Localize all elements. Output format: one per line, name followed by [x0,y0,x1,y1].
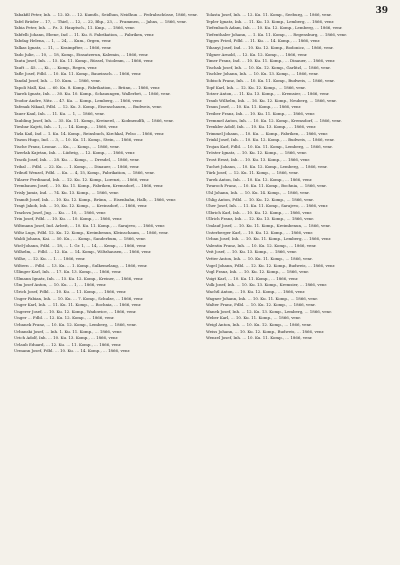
register-entry: Waldi Johann, Kai. … 50. Ku., … Komp., Sanderbum, … 1866, venr. [14,236,146,242]
register-entry: Tiarek Ignatz, Inh. … 30. Ku. 10. Komp., Schauungen, Wallerbet, … 1866, venr. [14,91,171,97]
register-entry: Vetter Anton, Inh. … 10. Ku. 11. Komp., … 1866, venr. [206,255,313,261]
register-entry: Umlauf Josef, … 10. Ku. 11. Komp., Kreimbenun, … 1866, venr. [206,223,331,228]
register-entry: Tracik Josef, Inh. … 28. Ku. … Komp., … Dresdel, … 1866, venr. [14,157,140,163]
register-entry: Tado Julie, … 10, … 18, Komp., Einsatzerun, Kalemin, … 1866, venr. [14,51,149,57]
register-entry: Tizla Kail, Ind … 1. Ku. 14. Komp., Reinsbuch, Kirchkal, Felso … 1866, venr. [14,130,165,136]
register-entry: Vogl Franz, Inh. … 10. Ku. 12. Komp., … 1866, venr. [206,269,309,275]
page-number: 39 [375,6,388,16]
register-entry: Ungerer Josef, … 10. Ku. 12. Komp., Wadowice, … 1866, venr. [14,308,137,314]
register-entry: Tilgner Arnold, … 12. Ku. 12. Komp., … 1866, venr. [206,51,308,57]
register-entry: Urmann Josef, Fdbl. … 10. Ku. … 14. Komp., … 1866, venr. [14,348,131,354]
register-entry: Topf Karl, Inh. … 12. Ku. 12. Komp., … 1866, venr. [206,84,306,90]
register-entry: Urich Adolf, Inh. … 10. Ku. 13. Komp., … 1866, venr. [14,335,119,341]
register-entry: Türk Josef, … 12. Ku. 11. Komp., … 1866, venr. [206,170,299,176]
register-entry: Tragt Jakob, Inh. … 10, Ku. 12. Komp., … Kreinsdorf, … 1866, venr. [14,203,148,209]
register-entry: Walter Franz, Fdbl. … 10. Ku. 12. Komp., … 1866, venr. [206,302,316,308]
register-entry: Tröster Ignatz, … 10. Ku. 12. Komp., … 1866, venr. [206,150,307,156]
register-entry: Tauta Josef, Inh. … 15. Ku. 11. Komp., Rüssel, Ysiolenm, … 1866, venr. [14,58,154,64]
register-entry: Tafenak Nikaal, Fdbl. … 12. Ku. 3. Komp., Eisenschauen, … Budweis, venr. [14,104,162,110]
register-entry: Unterberger Karl, … 10. Ku. 12. Komp., … 1866, venr. [206,229,314,235]
register-entry: Wiltmann Josef, Ind. Arbeit, … 10. Ku. 11. Komp., … Sarajevo, … 1866, venr. [14,223,166,228]
register-entry: Timer Franz, Ind. … 10. Ku. 11. Komp., … Dinauer, … 1866, venr. [206,58,336,64]
register-entry: Tepler Ignatz, Inh. … 11. Ku. 13. Komp., Lemberg, … 1866, venr. [206,18,335,24]
register-entry: Tizerlak Kajetan, Inh. … Lüdwig, … 12. Komp., … 1866, venr. [14,150,136,156]
register-entry: Tiefenbach Adam, Inh. … 10. Ku. 12. Komp., Lemberg, … 1866, venr. [206,25,343,31]
register-entry: Twaroch Franz, … 10. Ku. 11. Komp., Bochnia, … 1866, venr. [206,183,327,189]
register-entry: Tremmel Anton, Inh. … 10. Ku. 12. Komp., Kremsdorf, … 1866, venr. [206,117,342,123]
register-entry: Vogel Johann, Fdbl. … 12. Ku. 12. Komp., Budweis, … 1866, venr. [206,262,336,268]
register-entry: Trisly Jamiz, Ind. … 74. Ku. 13. Komp., … 1866, venr. [14,190,119,196]
register-entry: Tabfelli Johann, Ebene, Ind … 11. Ku. 8. Fabrikation, … Fabriken, venr. [14,31,155,37]
left-column [14,12,198,355]
register-entry: Valentin Franz, Inh. … 10. Ku. 12. Komp., … 1866, venr. [206,242,317,248]
register-entry: Wilhe, … 12. Ku. … 1. … 1866, venr. [14,255,86,261]
register-entry: Wachtl Anton, … 10. Ku. 12. Komp., … 1866, venr. [206,288,306,294]
register-entry: Tiszon Hugo, Ind. … 3, … 10. Ku. 11. Komp., Stein, … 1866, venr. [14,137,144,143]
register-entry: Teodor Andre, Nitz. … 47. Ku. … Komp., Lemberg, … 1866, venr. [14,97,143,103]
register-entry: Veit Josef, … 10. Ku. 13. Komp., … 1866, venr. [206,249,297,255]
register-entry: Tiefenthaler Johann, … 1. Ku. 11. Komp., … Regensburg, … 1866, venr. [206,31,347,37]
register-entry: Weber Karl, … 10. Ku. 11. Komp., … 1866, venr. [206,315,301,321]
register-entry: Ullinger Karl, Inh. … 17. Ku. 13. Komp., … 1866, venr. [14,269,122,275]
right-column [206,12,390,355]
register-entry: Trazlova Josef, Jug. … Ku. … 10, … 1866, venr. [14,209,107,215]
register-entry: Tramdt Josef, Inh. … 10. Ku. 12. Komp., Brünn, … Eisenbahn, Halb, … 1866, venr. [14,196,177,202]
register-entry: Tischler Johann, Inh. … 10. Ku. 13. Komp., … 1866, venr. [206,71,319,77]
register-entry: Ullmann Ignatz, Inh. … 15. Ku. 12. Komp., Kreiner, … 1866, venr. [14,275,144,281]
register-entry: Weigl Anton, Inh. … 10. Ku. 12. Komp., … 1866, venr. [206,321,312,327]
register-entry: Tauer Kaul, Inh. … 11. Ku. … 1, … 1866, venr. [14,110,105,116]
register-entry: Tülarer Ferdinand, Inh. … 12. Ku. 12. Komp., Lorenzi, … 1866, venr. [14,176,150,182]
register-entry: Tribal … Fdbl. … 22. Ku. … 1. Komp., … Dinauer, … 1866, venr. [14,163,140,169]
register-entry: Talkas Ignatz, … 11, … Kraimpfter, … 1866, venr. [14,44,112,50]
register-entry: Treiber Franz, Inh. … 10. Ku. 11. Komp., … 1866, venr. [206,110,316,116]
register-entry: Trojan Karl, Fdbl. … 10. Ku. 11. Komp., Lemberg, … 1866, venr. [206,143,333,149]
register-entry: Ulbrich Karl, Inh. … 10. Ku. 12. Komp., … 1866, venr. [206,209,313,215]
register-entry: Trenkler Adolf, Inh. … 10. Ku. 13. Komp., … 1866, venr. [206,124,317,130]
register-entry: Trinkl Josef, Inh. … 10. Ku. 12. Komp., … Budweis, … 1866, venr. [206,137,335,143]
register-entry: Tapoli Mall, Kai. … 60. Ku. 8. Komp., Fabrikation, … Brünn, … 1866, venr. [14,84,161,90]
register-entry: Totzer Anton, … 11. Ku. 13. Komp., … Kremsier, … 1866, venr. [206,91,330,97]
register-entry: Ullrich Franz, Inh. … 12. Ku. 13. Komp., … 1866, venr. [206,216,314,222]
register-entry: Trembauen Josef, … 10. Ku. 11. Komp., Fabriken, Kremsdorf, … 1866, venr. [14,183,164,189]
register-entry: Voigt Karl, … 10. Ku. 11. Komp., … 1866, venr. [206,275,299,281]
register-entry: Trin Josef, Fdbl. … 10. Ku. … 10. Komp., … 1866, venr. [14,216,123,222]
register-entry: Tributl Wenzel, Fdbl. … Ku. … 4, 15, Komp., Fabrikation, … 1866, venr. [14,170,155,176]
register-entry: Unger … Fdbl. … 12. Ku. 12. Komp., … 1866, venr. [14,315,115,321]
text-columns [14,12,390,355]
register-entry: Ulm Josef Anton, … 10. Ku. … 1, … 1866, venr. [14,282,107,288]
register-entry: Trost Ernst, Inh. … 10. Ku. 13. Komp., … 1866, venr. [206,157,311,163]
register-entry: Urlaub Eduard, … 12. Ku. … 11. Komp., … 1866, venr. [14,341,122,347]
register-entry: Wenzel Josef, Inh. … 10. Ku. 11. Komp., … 1866, venr. [206,335,313,341]
register-entry: Tihanyi Josef, Ind. … 10. Ku. 12. Komp., Bodonicz, … 1866, venr. [206,44,334,50]
register-entry: Tiesbar Kajeti, Inh. … 1, … 14. Komp., … 1866, venr. [14,124,119,130]
register-entry: Tische Franz, Leonar. … Ku., … Komp., … 1866, venr. [14,143,120,149]
register-entry: Weiss Johann, … 10. Ku. 12. Komp., Budweis, … 1866, venr. [206,328,325,334]
register-entry: Volk Josef, Inh. … 10. Ku. 13. Komp., Kremsier, … 1866, venr. [206,282,328,288]
register-entry: Taubling Josef, Inh. … 35. Ku. 11. Komp., Kreinerd, … Kodmendfli, … 1866, venr. [14,117,174,123]
register-entry: Tuchet Johann, … 10. Ku. 12. Komp., Lemberg, … 1866, venr. [206,163,328,169]
register-entry: Wiel-Johann, Fdbl. … 18, … 1. Gr. 1, … 14, … Kemp., … 1866, venr. [14,242,147,248]
register-entry: Unger Fabian, Inh. … 10. Ku. … 7. Komp., Schulze, … 1866, venr. [14,295,144,301]
register-entry: Tabdag Helena, … 1, … 24, … Kum., Orgen, venr. [14,38,112,44]
register-entry: Uhl Johann, Inh. … 10. Ku. 14. Komp., … 1866, venr. [206,190,310,196]
register-entry: Unger Karl, Inh. … 11. Ku. 11. Komp., … Bochnia, … 1866, venr. [14,302,142,308]
register-entry: Uhlig Anton, Fdbl. … 10. Ku. 12. Komp., … 1866, venr. [206,196,314,202]
register-entry: Tauft … 45. …, Ki., … Komp., Regen, venr. [14,64,98,70]
register-entry: Traun Josef, … 10. Ku. 11. Komp., … 1866, venr. [206,104,302,110]
register-entry: Urbanski Josef, … Inh. 1. Ku. 11. Komp., … 1866, venr. [14,328,123,334]
register-entry: Tafle Josef, Fdbl. … 10. Ku. 11. Komp., Baueinsch. … 1866, venr. [14,71,142,77]
register-entry: Tabakfil Peter, Inh. … 12. Kt. … 12. Kumtb., Seidhun, Neidhun … Fedrabschüsse, 1866, venr. [14,12,198,17]
register-entry: Wanek Josef, Inh. … 12. Ku. 13. Komp., Lemberg, … 1866, venr. [206,308,332,314]
register-entry: Urbanek Franz, … 10. Ku. 12. Komp., Lemberg, … 1866, venr. [14,321,137,327]
register-entry: Wiltz Lugs, Fdbl. 12. Ku. 12. Komp., Kreimbenun, Kleinschaum, … 1866, venr. [14,229,169,235]
register-entry: Urban Josef, Inh. … 10. Ku. 11. Komp., Lemberg, … 1866, venr. [206,236,332,242]
register-entry: Wiltern … Fdbl. … 13. Ku. … 1. Komp., Sulkemelang, … 1866, venr. [14,262,148,268]
register-entry: Wagner Johann, Inh. … 10. Ku. 11. Komp., … 1866, venr. [206,295,318,301]
register-entry: Wilhelm, … Fdbl. … 12. Ku. … 14. Komp., Wiltzhausen, … 1866, venr. [14,249,152,255]
register-entry: Tobisch Franz, Inh. … 10. Ku. 11. Komp., Budweis, … 1866, venr. [206,77,335,83]
register-entry: Tabia Peter, Inh. … Pz. 3. Hauptsch., 11. Kmp., … 1866, venr. [14,25,135,31]
register-entry: Tolasta Josef, Inh. … 12. Ku. 11. Komp., Seeburg, … 1866, venr. [206,12,332,17]
register-entry: Turek Anton, Inh. … 10. Ku. 12. Komp., … 1866, venr. [206,176,313,182]
register-entry: Tigges Fried, Fdbl. … 11. Ku. … 14. Komp., … 1866, venr. [206,38,321,44]
register-entry: Tandal Josef, Inh. … 10. Kum. … 1866, venr. [14,77,101,83]
register-entry: Tischak Josef, Inh. … 10. Ku. 12. Komp., Garlitzl, … 1866, venr. [206,64,331,70]
register-entry: Ulrich Josef, Fdbl. … 10. Ku. … 11. Komp., … 1866, venr. [14,288,127,294]
register-entry: Traub Wilhelm, Inh. … 16. Ku. 12. Komp., Neuberg, … 1866, venr. [206,97,337,103]
register-entry: Uher Josef, Inh. … 11. Ku. 11. Komp., Sarajevo, … 1866, venr. [206,203,329,209]
register-entry: Trimmel Johann, … 10. Ku. … Komp., Fabriken, … 1866, venr. [206,130,329,136]
register-entry: Tafel Brüder … 17, … Thiel, … 12, … 22, Bhp., 23, … Frammen, … Jahns, … 1866, venr. [14,18,187,24]
